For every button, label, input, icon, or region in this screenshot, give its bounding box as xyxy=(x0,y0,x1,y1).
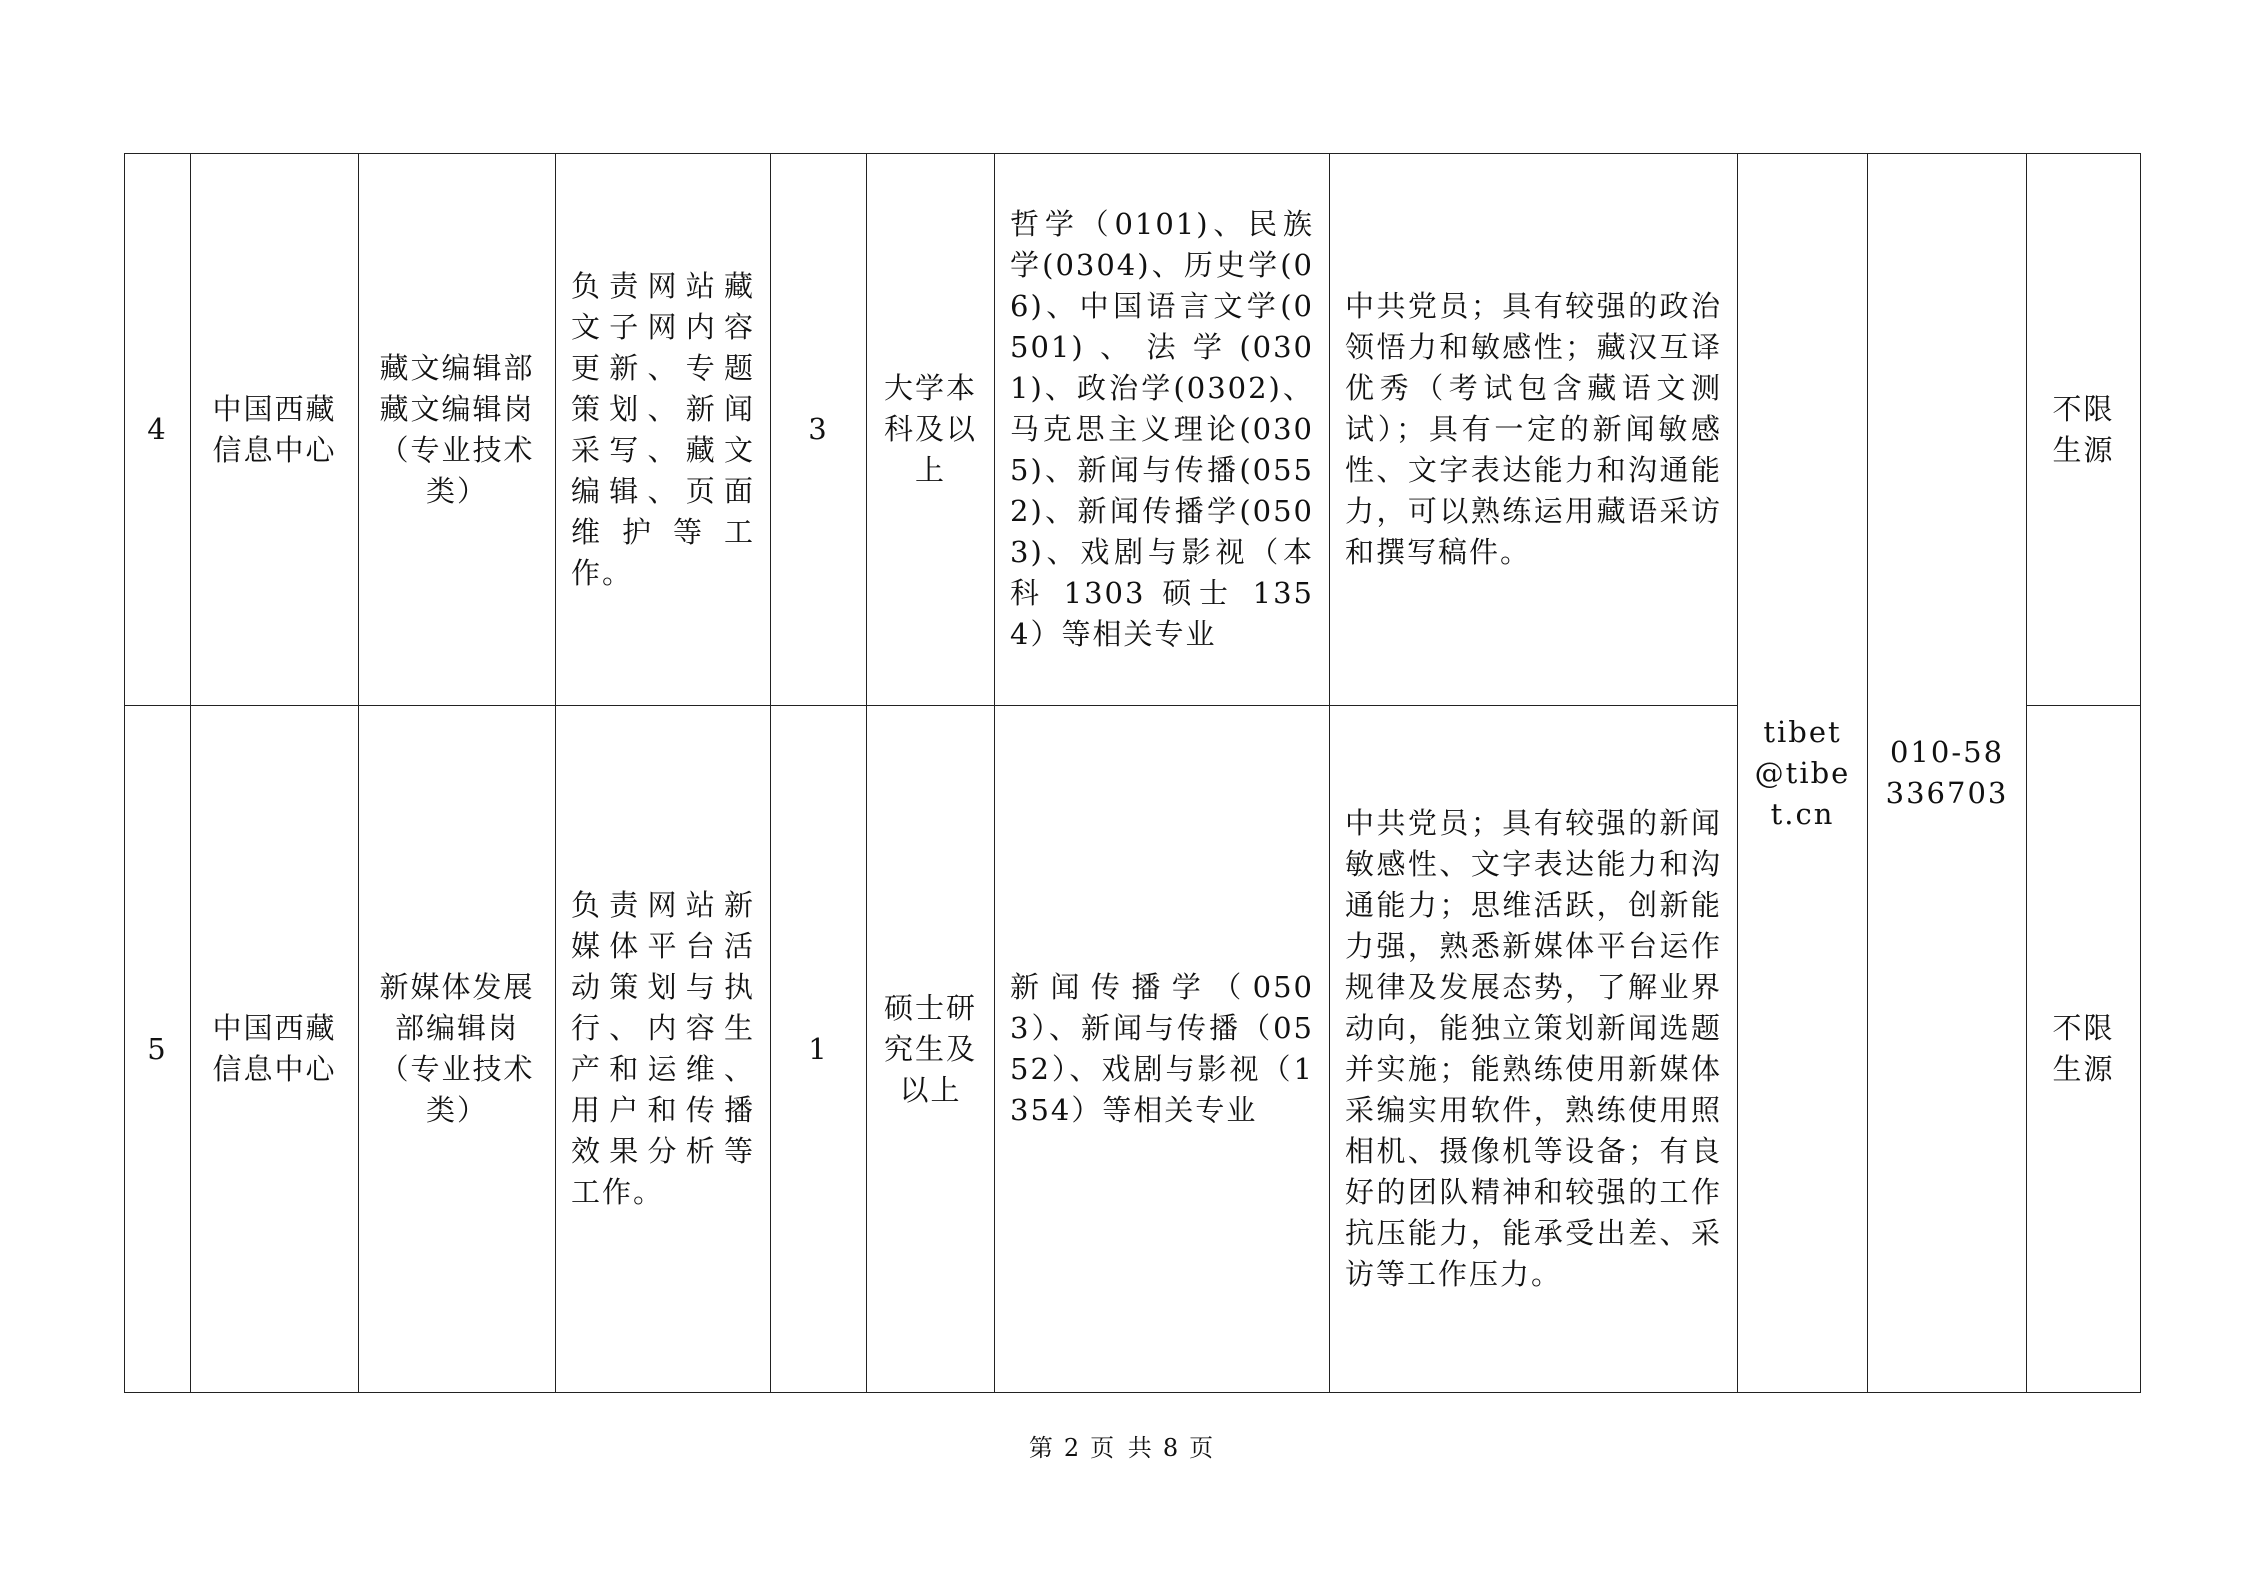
job-table xyxy=(124,153,2141,1393)
major-requirement: 新闻传播学（0503）、新闻与传播（0552）、戏剧与影视（1354）等相关专业 xyxy=(995,706,1330,1393)
current-page: 2 xyxy=(1063,1434,1083,1462)
employer-unit: 中国西藏信息中心 xyxy=(191,154,359,706)
position-name: 藏文编辑部藏文编辑岗（专业技术类） xyxy=(359,154,556,706)
other-requirements: 中共党员；具有较强的政治领悟力和敏感性；藏汉互译优秀（考试包含藏语文测试）；具有一定的新闻敏感性、文字表达能力和沟通能力，可以熟练运用藏语采访和撰写稿件。 xyxy=(1330,154,1738,706)
contact-email: tibet@tibet.cn xyxy=(1738,154,1868,1393)
position-name: 新媒体发展部编辑岗（专业技术类） xyxy=(359,706,556,1393)
education-requirement: 大学本科及以上 xyxy=(867,154,995,706)
total-pages: 8 xyxy=(1162,1434,1182,1462)
other-requirements: 中共党员；具有较强的新闻敏感性、文字表达能力和沟通能力；思维活跃，创新能力强，熟悉新媒体平台运作规律及发展态势，了解业界动向，能独立策划新闻选题并实施；能熟练使用新媒体采编实用软件，熟练使用照相机、摄像机等设备；有良好的团队精神和较强的工作抗压能力，能承受出差、采访等工作压力。 xyxy=(1330,706,1738,1393)
job-duties: 负责网站藏文子网内容更新、专题策划、新闻采写、藏文编辑、页面维护等工作。 xyxy=(556,154,771,706)
contact-phone: 010-58336703 xyxy=(1868,154,2027,1393)
table-row xyxy=(125,154,2141,706)
page-footer xyxy=(0,1428,2245,1463)
row-index: 4 xyxy=(125,154,191,706)
employer-unit: 中国西藏信息中心 xyxy=(191,706,359,1393)
education-requirement: 硕士研究生及以上 xyxy=(867,706,995,1393)
footer-prefix: 第 xyxy=(1028,1434,1056,1462)
job-duties: 负责网站新媒体平台活动策划与执行、内容生产和运维、用户和传播效果分析等工作。 xyxy=(556,706,771,1393)
footer-middle: 页 共 xyxy=(1090,1434,1155,1462)
candidate-source: 不限生源 xyxy=(2027,706,2141,1393)
hire-count: 3 xyxy=(771,154,867,706)
major-requirement: 哲学（0101)、民族学(0304)、历史学(06)、中国语言文学(0501)、法学(0301)、政治学(0302)、马克思主义理论(0305)、新闻与传播(0552)、新闻传播学(0503)、戏剧与影视（本科 1303 硕士 1354）等相关专业 xyxy=(995,154,1330,706)
hire-count: 1 xyxy=(771,706,867,1393)
row-index: 5 xyxy=(125,706,191,1393)
candidate-source: 不限生源 xyxy=(2027,154,2141,706)
footer-suffix: 页 xyxy=(1189,1434,1217,1462)
